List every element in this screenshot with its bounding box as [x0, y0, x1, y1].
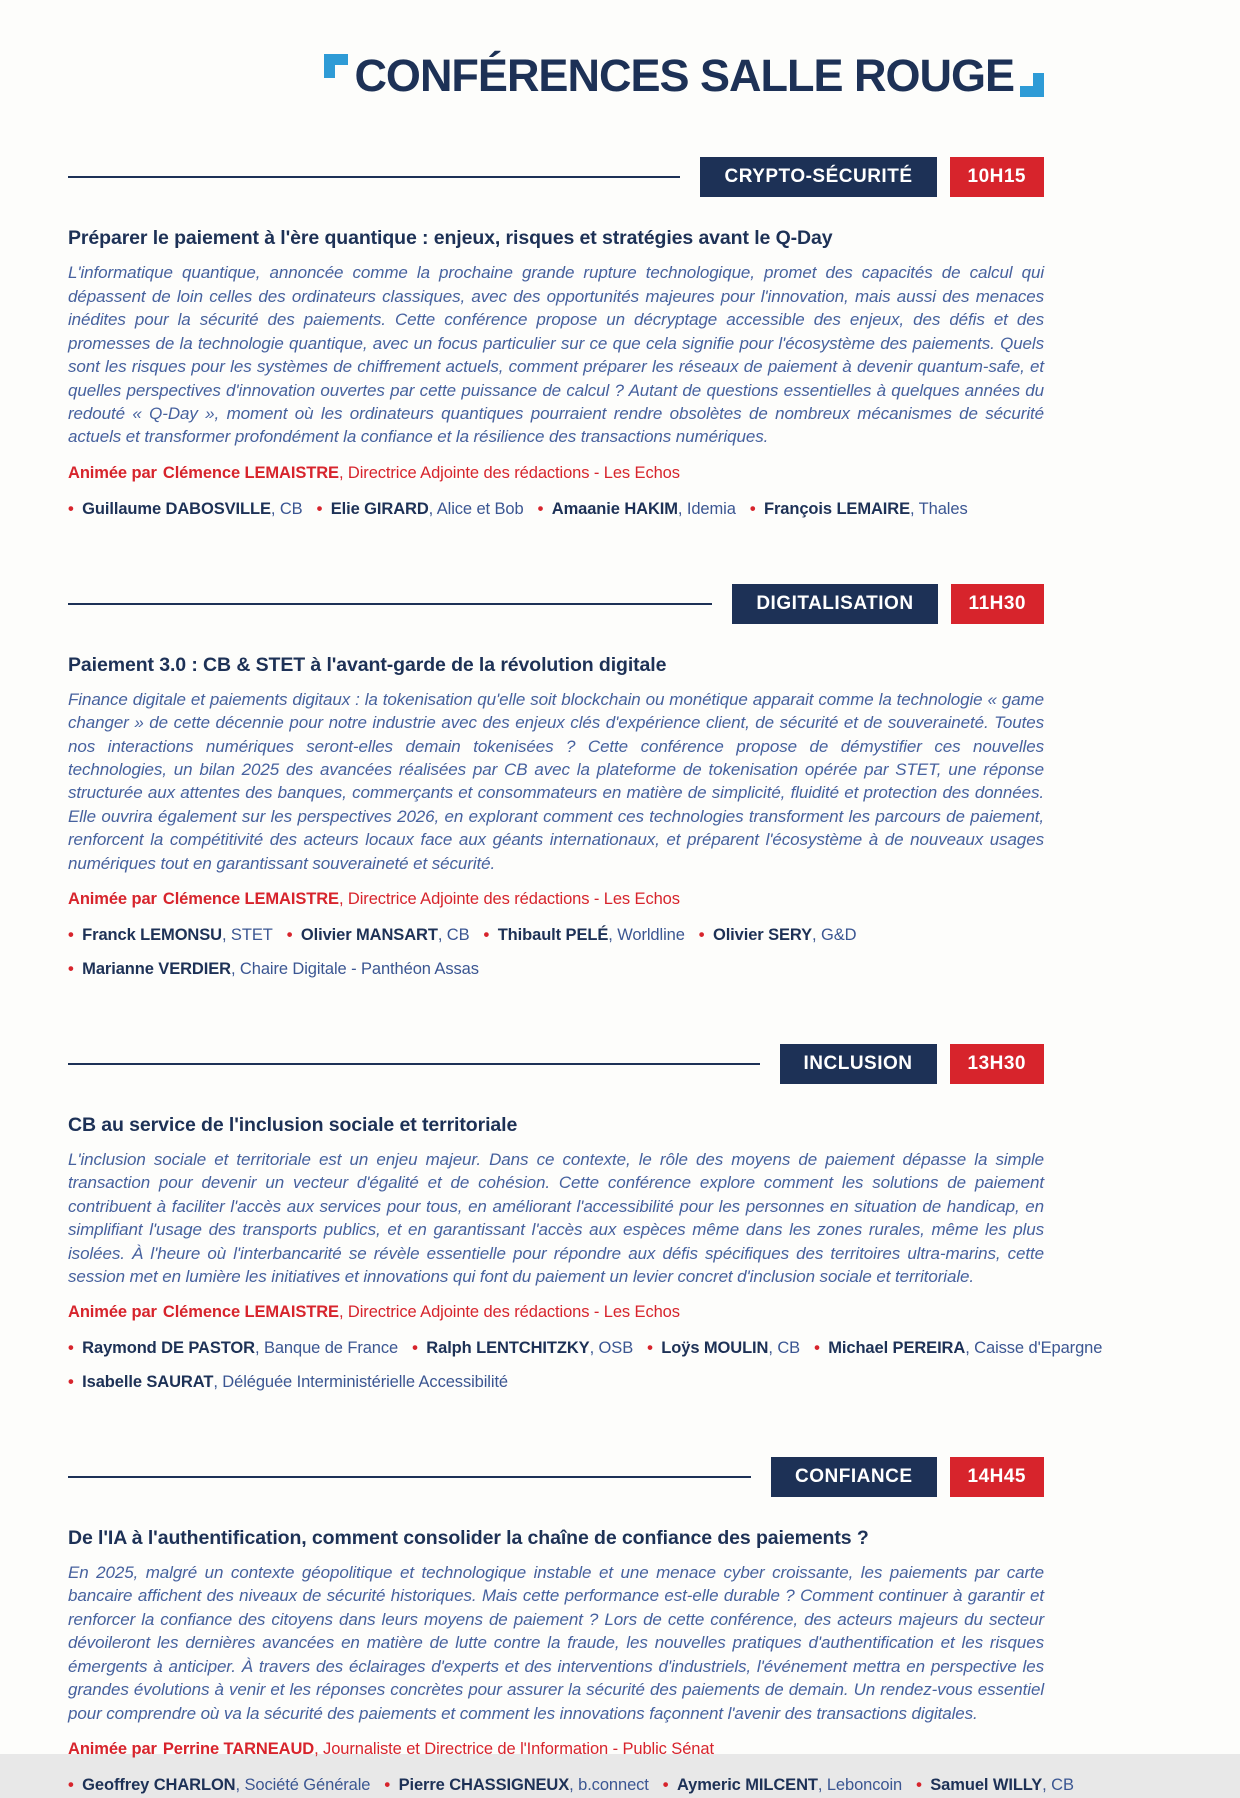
moderator-prefix: Animée par: [68, 890, 157, 909]
bullet-icon: •: [412, 1339, 418, 1358]
bullet-icon: •: [68, 1339, 74, 1358]
session-header: [68, 157, 1044, 197]
speaker-item: [384, 1776, 648, 1794]
session-description: Finance digitale et paiements digitaux : la tokenisation qu'elle soit blockchain ou monétique apparait comme la technologie « game changer » de cette décennie pour notre industrie avec des enjeux clés d'expérience client, de sécurité et de souveraineté. Toutes nos interactions numériques seront-elles demain tokenisées ? Cette conférence propose de démystifier ces nouvelles technologies, un bilan 2025 des avancées réalisées par CB avec la plateforme de tokenisation opérée par STET, une réponse structurée aux attentes des banques, commerçants et consommateurs en matière de simplicité, fluidité et protection des données. Elle ouvrira également sur les perspectives 2026, en explorant comment ces technologies transforment les parcours de paiement, renforcent la compétitivité des acteurs locaux face aux géants internationaux, et préparent l'écosystème à de nouveaux usages numériques tout en garantissant souveraineté et sécurité.: [68, 689, 1044, 873]
speaker-item: [750, 500, 968, 518]
session-description: En 2025, malgré un contexte géopolitique et technologique instable et une menace cyber croissante, les paiements par carte bancaire affichent des niveaux de sécurité historiques. Mais cette performance est-elle durable ? Comment continuer à garantir et renforcer la confiance des citoyens dans leurs moyens de paiement ? Lors de cette conférence, des acteurs majeurs du secteur dévoileront les dernières avancées en matière de lutte contre la fraude, les nouvelles pratiques d'authentification et les risques émergents à anticiper. À travers des éclairages d'experts et des interventions d'industriels, l'événement mettra en perspective les grandes évolutions à venir et les réponses concrètes pour assurer la sécurité des paiements de demain. Un rendez-vous essentiel pour comprendre où va la sécurité des paiements et comment les innovations façonnent l'avenir des transactions digitales.: [68, 1562, 1044, 1723]
moderator-prefix: Animée par: [68, 1303, 157, 1322]
moderator-name: Perrine TARNEAUD: [162, 1740, 315, 1759]
page-title: CONFÉRENCES SALLE ROUGE: [354, 50, 1014, 101]
speaker-org: , CB: [1042, 1776, 1074, 1795]
moderator-line: [68, 1303, 1044, 1322]
session-title: Préparer le paiement à l'ère quantique : enjeux, risques et stratégies avant le Q-Day: [68, 227, 833, 250]
speaker-name: Aymeric MILCENT: [676, 1776, 818, 1795]
speaker-item: [317, 500, 524, 518]
speaker-name: François LEMAIRE: [763, 499, 910, 518]
time-badge: 13H30: [950, 1044, 1045, 1084]
speaker-org: , Idemia: [677, 499, 736, 518]
speaker-name: Loÿs MOULIN: [661, 1339, 769, 1358]
session-description: L'inclusion sociale et territoriale est un enjeu majeur. Dans ce contexte, le rôle des moyens de paiement dépasse la simple transaction pour devenir un vecteur d'égalité et de cohésion. Cette conférence explore comment les solutions de paiement contribuent à faciliter l'accès aux services pour tous, en améliorant l'accessibilité pour les personnes en situation de handicap, en simplifiant l'usage des transports publics, et en garantissant l'accès aux espèces même dans les zones rurales, même les plus isolées. À l'heure où l'interbancarité se révèle essentielle pour répondre aux défis spécifiques des territoires ultra-marins, cette session met en lumière les initiatives et innovations qui font du paiement un levier concret d'inclusion sociale et territoriale.: [68, 1149, 1044, 1287]
speaker-item: [699, 926, 857, 944]
category-badge: CONFIANCE: [771, 1457, 936, 1497]
speaker-org: , CB: [437, 926, 470, 945]
moderator-prefix: Animée par: [68, 463, 157, 482]
speaker-name: Raymond DE PASTOR: [82, 1339, 255, 1358]
speaker-item: [68, 500, 303, 518]
session-block-crypto-securite: [68, 157, 1044, 521]
moderator-role: , Directrice Adjointe des rédactions - Les Echos: [338, 463, 680, 482]
session-title: De l'IA à l'authentification, comment consolider la chaîne de confiance des paiements ?: [68, 1526, 869, 1549]
corner-bracket-bottom-right-icon: [1020, 73, 1044, 97]
speaker-item: [68, 1373, 508, 1391]
speaker-list: [68, 923, 1044, 982]
speaker-org: , OSB: [589, 1339, 634, 1358]
speaker-org: , Société Générale: [235, 1776, 371, 1795]
speaker-item: [68, 1339, 398, 1357]
bullet-icon: •: [647, 1339, 653, 1358]
bullet-icon: •: [316, 499, 323, 518]
speaker-item: [412, 1339, 633, 1357]
speaker-item: [68, 926, 273, 944]
divider-line: [68, 1063, 760, 1065]
moderator-role: , Directrice Adjointe des rédactions - Les Echos: [338, 890, 680, 909]
page-title-wrap: [324, 52, 1044, 99]
bullet-icon: •: [749, 499, 756, 518]
session-title: Paiement 3.0 : CB & STET à l'avant-garde de la révolution digitale: [68, 653, 667, 676]
speaker-org: , Worldline: [608, 926, 685, 945]
time-badge: 14H45: [950, 1457, 1045, 1497]
speaker-name: Samuel WILLY: [930, 1776, 1043, 1795]
speaker-item: [916, 1776, 1074, 1794]
speaker-line: [68, 497, 1044, 522]
speaker-org: , Alice et Bob: [428, 499, 524, 518]
bullet-icon: •: [68, 926, 74, 945]
bullet-icon: •: [68, 960, 74, 978]
session-block-digitalisation: [68, 584, 1044, 982]
moderator-role: , Journaliste et Directrice de l'Information - Public Sénat: [314, 1740, 714, 1759]
speaker-org: , STET: [221, 926, 273, 945]
bullet-icon: •: [384, 1776, 391, 1795]
bullet-icon: •: [662, 1776, 669, 1795]
bullet-icon: •: [814, 1339, 820, 1358]
speaker-name: Marianne VERDIER: [82, 960, 231, 978]
speaker-org: , G&D: [812, 926, 857, 945]
speaker-item: [484, 926, 685, 944]
bullet-icon: •: [68, 499, 74, 518]
session-title: CB au service de l'inclusion sociale et territoriale: [68, 1113, 518, 1136]
session-header: [68, 1457, 1044, 1497]
speaker-list: [68, 1336, 1103, 1395]
session-description: L'informatique quantique, annoncée comme la prochaine grande rupture technologique, promet des capacités de calcul qui dépassent de loin celles des ordinateurs classiques, avec des opportunités majeures pour l'innovation, mais aussi des menaces inédites pour la sécurité des paiements. Cette conférence propose un décryptage accessible des enjeux, des défis et des promesses de la technologie quantique, avec un focus particulier sur ce que cela signifie pour l'écosystème des paiements. Quels sont les risques pour les systèmes de chiffrement actuels, comment préparer les réseaux de paiement à devenir quantum-safe, et quelles perspectives d'innovation ouvertes par cette puissance de calcul ? Autant de questions essentielles à quelques années du redouté « Q-Day », moment où les ordinateurs quantiques pourraient rendre obsolètes de nombreux mécanismes de sécurité actuels et transformer profondément la confiance et la résilience des transactions numériques.: [68, 263, 1044, 447]
speaker-name: Geoffrey CHARLON: [82, 1776, 236, 1795]
speaker-name: Amaanie HAKIM: [551, 499, 678, 518]
moderator-line: [68, 890, 1044, 909]
session-header: [68, 584, 1044, 624]
speaker-name: Ralph LENTCHITZKY: [426, 1339, 590, 1358]
speaker-item: [287, 926, 470, 944]
speaker-line: [68, 1773, 1074, 1798]
speaker-item: [538, 500, 736, 518]
speaker-name: Thibault PELÉ: [497, 926, 609, 945]
moderator-name: Clémence LEMAISTRE: [162, 1303, 339, 1322]
speaker-line: [68, 1370, 1044, 1395]
time-badge: 10H15: [950, 157, 1045, 197]
speaker-item: [68, 960, 479, 978]
divider-line: [68, 176, 680, 178]
speaker-item: [663, 1776, 902, 1794]
speaker-org: , Leboncoin: [817, 1776, 903, 1795]
speaker-name: Pierre CHASSIGNEUX: [398, 1776, 570, 1795]
speaker-name: Guillaume DABOSVILLE: [82, 499, 271, 518]
speaker-item: [68, 1776, 370, 1794]
speaker-name: Elie GIRARD: [330, 499, 429, 518]
session-header: [68, 1044, 1044, 1084]
speaker-org: , Chaire Digitale - Panthéon Assas: [230, 960, 479, 978]
bullet-icon: •: [286, 926, 293, 945]
moderator-line: [68, 464, 1044, 483]
speaker-name: Michael PEREIRA: [828, 1339, 966, 1358]
speaker-org: , Caisse d'Epargne: [965, 1339, 1103, 1358]
moderator-name: Clémence LEMAISTRE: [162, 463, 339, 482]
divider-line: [68, 1476, 751, 1478]
speaker-line: [68, 957, 1044, 982]
moderator-prefix: Animée par: [68, 1740, 157, 1759]
category-badge: DIGITALISATION: [732, 584, 937, 624]
speaker-line: [68, 1336, 1103, 1361]
speaker-name: Isabelle SAURAT: [82, 1373, 214, 1392]
speaker-name: Olivier MANSART: [300, 926, 438, 945]
speaker-item: [647, 1339, 800, 1357]
speaker-org: , Banque de France: [254, 1339, 399, 1358]
bullet-icon: •: [537, 499, 544, 518]
speaker-name: Olivier SERY: [712, 926, 813, 945]
session-block-inclusion: [68, 1044, 1103, 1395]
speaker-list: [68, 497, 1044, 522]
speaker-list: [68, 1773, 1074, 1798]
speaker-org: , Déléguée Interministérielle Accessibilité: [213, 1373, 509, 1392]
speaker-org: , CB: [768, 1339, 801, 1358]
speaker-line: [68, 923, 1044, 948]
bullet-icon: •: [916, 1776, 922, 1795]
page-header: [68, 52, 1044, 99]
moderator-line: [68, 1740, 1044, 1759]
speaker-item: [814, 1339, 1102, 1357]
category-badge: CRYPTO-SÉCURITÉ: [700, 157, 936, 197]
bullet-icon: •: [68, 1776, 74, 1795]
moderator-name: Clémence LEMAISTRE: [162, 890, 339, 909]
bullet-icon: •: [698, 926, 705, 945]
speaker-org: , b.connect: [569, 1776, 649, 1795]
session-block-confiance: [68, 1457, 1074, 1798]
bullet-icon: •: [68, 1373, 74, 1392]
speaker-name: Franck LEMONSU: [82, 926, 222, 945]
speaker-org: , Thales: [910, 499, 968, 518]
bullet-icon: •: [483, 926, 490, 945]
moderator-role: , Directrice Adjointe des rédactions - Les Echos: [338, 1303, 680, 1322]
time-badge: 11H30: [951, 584, 1044, 624]
speaker-org: , CB: [270, 499, 303, 518]
divider-line: [68, 603, 712, 605]
category-badge: INCLUSION: [780, 1044, 937, 1084]
corner-bracket-top-left-icon: [324, 54, 348, 78]
